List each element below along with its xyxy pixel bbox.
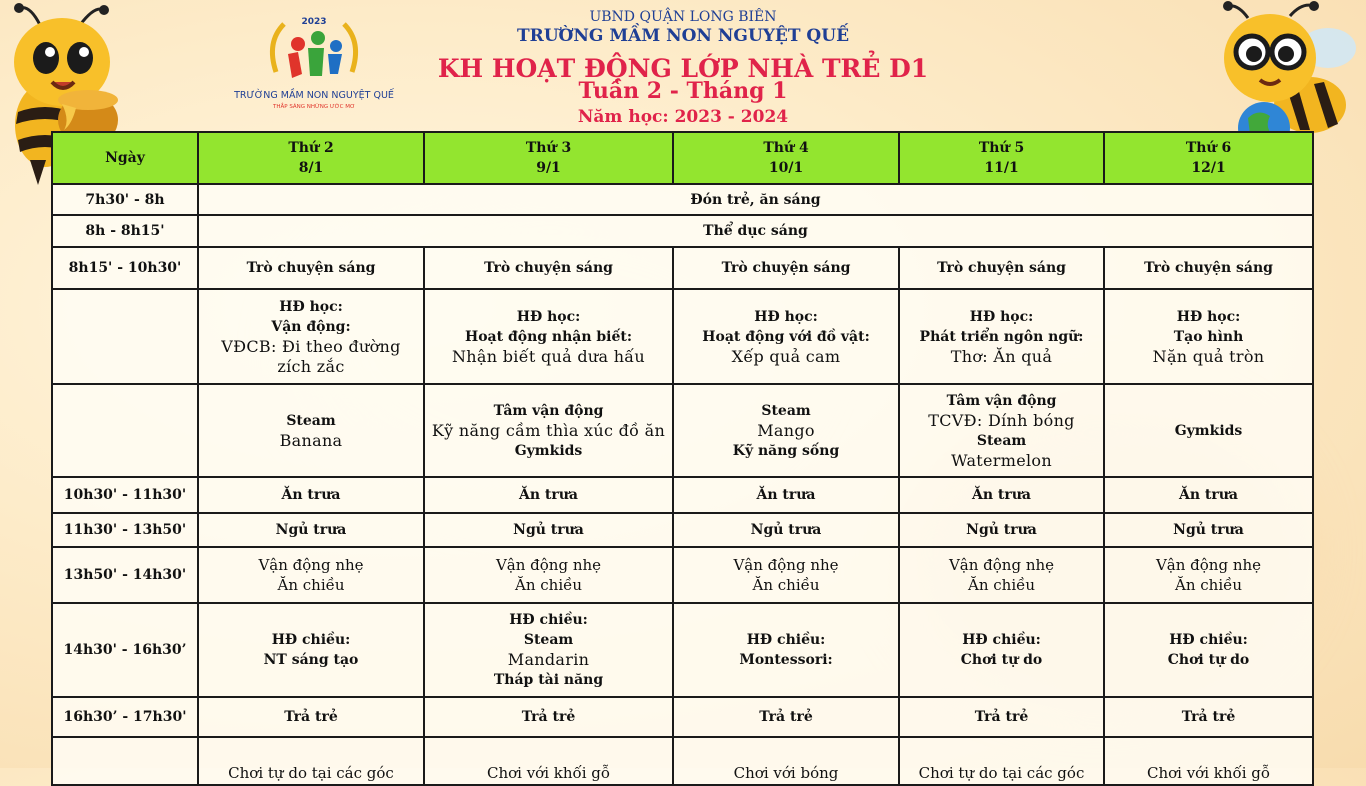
table-row (52, 737, 1313, 785)
school-name: TRƯỜNG MẦM NON NGUYỆT QUẾ (516, 26, 850, 46)
activity-cell: Ăn trưa (198, 477, 424, 513)
activity-cell: Ăn trưa (424, 477, 673, 513)
activity-cell: Tâm vận động Kỹ năng cầm thìa xúc đồ ăn Gymkids (424, 384, 673, 477)
activity-cell: Ngủ trưa (1104, 513, 1313, 547)
time-cell (52, 289, 198, 384)
activity-cell: HĐ học: Tạo hình Nặn quả tròn (1104, 289, 1313, 384)
corner-cell: Ngày (52, 132, 198, 184)
activity-cell: Ăn trưa (899, 477, 1104, 513)
activity-cell: HĐ chiều: Montessori: (673, 603, 899, 697)
activity-cell: Chơi tự do tại các góc (198, 737, 424, 785)
activity-cell: Ăn trưa (1104, 477, 1313, 513)
activity-cell: Chơi với khối gỗ (1104, 737, 1313, 785)
table-row (52, 289, 1313, 384)
activity-cell: Vận động nhẹ Ăn chiều (198, 547, 424, 603)
logo-year: 2023 (301, 17, 327, 27)
time-cell: 16h30’ - 17h30' (52, 697, 198, 737)
activity-cell: Vận động nhẹ Ăn chiều (673, 547, 899, 603)
activity-cell: HĐ học: Hoạt động nhận biết: Nhận biết quả dưa hấu (424, 289, 673, 384)
day-header: Thứ 2 8/1 (198, 132, 424, 184)
activity-cell: Đón trẻ, ăn sáng (198, 184, 1313, 215)
activity-cell: Trò chuyện sáng (899, 247, 1104, 289)
day-header: Thứ 3 9/1 (424, 132, 673, 184)
activity-cell: HĐ học: Phát triển ngôn ngữ: Thơ: Ăn quả (899, 289, 1104, 384)
table-row (52, 547, 1313, 603)
activity-cell: HĐ học: Hoạt động với đồ vật: Xếp quả cam (673, 289, 899, 384)
table-row (52, 184, 1313, 215)
activity-cell: Thể dục sáng (198, 215, 1313, 247)
time-cell (52, 737, 198, 785)
activity-cell: Trả trẻ (1104, 697, 1313, 737)
time-cell: 10h30' - 11h30' (52, 477, 198, 513)
day-header: Thứ 6 12/1 (1104, 132, 1313, 184)
page-header (0, 0, 1366, 132)
district-name: UBND QUẬN LONG BIÊN (589, 9, 777, 25)
activity-cell: Steam Banana (198, 384, 424, 477)
activity-cell: Tâm vận động TCVĐ: Dính bóng Steam Watermelon (899, 384, 1104, 477)
activity-cell: Chơi với bóng (673, 737, 899, 785)
time-cell: 7h30' - 8h (52, 184, 198, 215)
activity-cell: Vận động nhẹ Ăn chiều (899, 547, 1104, 603)
activity-cell: Vận động nhẹ Ăn chiều (424, 547, 673, 603)
activity-cell: Trò chuyện sáng (424, 247, 673, 289)
activity-cell: Trả trẻ (424, 697, 673, 737)
activity-cell: Steam Mango Kỹ năng sống (673, 384, 899, 477)
school-year: Năm học: 2023 - 2024 (577, 107, 789, 127)
activity-cell: Gymkids (1104, 384, 1313, 477)
time-cell: 11h30' - 13h50' (52, 513, 198, 547)
time-cell: 8h - 8h15' (52, 215, 198, 247)
table-row (52, 247, 1313, 289)
week-label: Tuần 2 - Tháng 1 (578, 78, 788, 104)
activity-cell: HĐ chiều: Chơi tự do (1104, 603, 1313, 697)
activity-cell: HĐ chiều: Steam Mandarin Tháp tài năng (424, 603, 673, 697)
day-header: Thứ 4 10/1 (673, 132, 899, 184)
schedule-table (51, 131, 1314, 786)
logo-slogan: THẮP SÁNG NHỮNG ƯỚC MƠ (273, 104, 355, 110)
activity-cell: Ngủ trưa (198, 513, 424, 547)
activity-cell: HĐ chiều: Chơi tự do (899, 603, 1104, 697)
table-row (52, 477, 1313, 513)
table-row (52, 384, 1313, 477)
time-cell (52, 384, 198, 477)
time-cell: 14h30' - 16h30’ (52, 603, 198, 697)
plan-title: KH HOẠT ĐỘNG LỚP NHÀ TRẺ D1 (437, 54, 929, 83)
activity-cell: Ngủ trưa (899, 513, 1104, 547)
header-row (52, 132, 1313, 184)
activity-cell: Ngủ trưa (424, 513, 673, 547)
activity-cell: Trò chuyện sáng (198, 247, 424, 289)
activity-cell: Chơi tự do tại các góc (899, 737, 1104, 785)
table-row (52, 513, 1313, 547)
activity-cell: Chơi với khối gỗ (424, 737, 673, 785)
time-cell: 8h15' - 10h30' (52, 247, 198, 289)
activity-cell: Vận động nhẹ Ăn chiều (1104, 547, 1313, 603)
table-row (52, 215, 1313, 247)
activity-cell: Trả trẻ (673, 697, 899, 737)
activity-cell: Trò chuyện sáng (673, 247, 899, 289)
activity-cell: Trò chuyện sáng (1104, 247, 1313, 289)
activity-cell: Ăn trưa (673, 477, 899, 513)
activity-cell: HĐ học: Vận động: VĐCB: Đi theo đường zích zắc (198, 289, 424, 384)
activity-cell: Trả trẻ (899, 697, 1104, 737)
time-cell: 13h50' - 14h30' (52, 547, 198, 603)
activity-cell: Ngủ trưa (673, 513, 899, 547)
activity-cell: Trả trẻ (198, 697, 424, 737)
logo-school-name: TRƯỜNG MẦM NON NGUYỆT QUẾ (234, 90, 394, 101)
activity-cell: HĐ chiều: NT sáng tạo (198, 603, 424, 697)
day-header: Thứ 5 11/1 (899, 132, 1104, 184)
table-row (52, 697, 1313, 737)
table-row (52, 603, 1313, 697)
